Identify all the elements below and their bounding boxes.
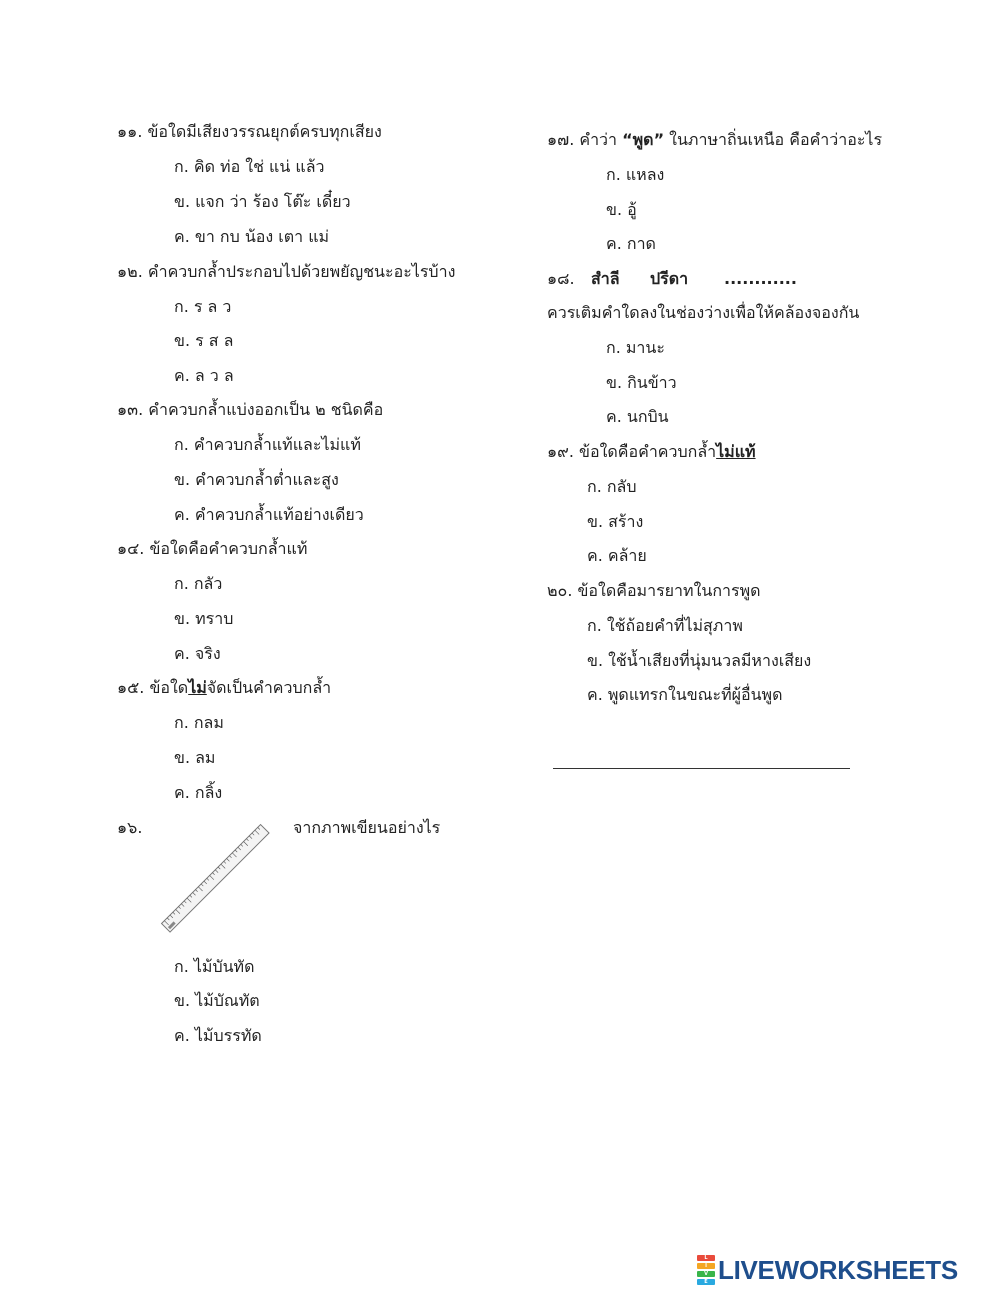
- q16-option-b: ข. ไม้บัณทัต: [174, 991, 260, 1010]
- q19-keyword: ไม่แท้: [716, 442, 756, 461]
- q11-option-c: ค. ขา กบ น้อง เตา แม่: [174, 227, 330, 246]
- logo-icon: [697, 1254, 715, 1286]
- q16-option-a: ก. ไม้บันทัด: [174, 957, 255, 976]
- question-18: ควรเติมคำใดลงในช่องว่างเพื่อให้คล้องจองกัน: [547, 303, 860, 322]
- question-18-number: ๑๘.: [547, 269, 575, 288]
- q17-option-a: ก. แหลง: [606, 165, 665, 184]
- q13-option-b: ข. คำควบกล้ำต่ำและสูง: [174, 470, 339, 489]
- q12-option-a: ก. ร ล ว: [174, 297, 232, 316]
- logo-icon-i: I: [697, 1263, 715, 1269]
- q12-option-c: ค. ล ว ล: [174, 366, 234, 385]
- q11-option-b: ข. แจก ว่า ร้อง โต๊ะ เดี๋ยว: [174, 192, 351, 211]
- q17-option-b: ข. อู้: [606, 200, 637, 219]
- q15-suffix: จัดเป็นคำควบกล้ำ: [206, 678, 332, 697]
- q18-option-a: ก. มานะ: [606, 338, 665, 357]
- q16-option-c: ค. ไม้บรรทัด: [174, 1026, 262, 1045]
- q20-option-c: ค. พูดแทรกในขณะที่ผู้อื่นพูด: [587, 685, 783, 704]
- question-17: [547, 129, 882, 151]
- logo-icon-e: E: [697, 1279, 715, 1285]
- logo-text: LIVEWORKSHEETS: [718, 1254, 958, 1285]
- logo-icon-v: V: [697, 1271, 715, 1277]
- q17-suffix: ในภาษาถิ่นเหนือ คือคำว่าอะไร: [664, 130, 883, 149]
- q19-prefix: ๑๙. ข้อใดคือคำควบกล้ำ: [547, 442, 717, 461]
- q17-option-c: ค. กาด: [606, 234, 656, 253]
- q19-option-c: ค. คล้าย: [587, 546, 647, 565]
- q20-option-a: ก. ใช้ถ้อยคำที่ไม่สุภาพ: [587, 616, 743, 635]
- question-20: ๒๐. ข้อใดคือมารยาทในการพูด: [547, 581, 761, 600]
- q18-blank: ............: [724, 269, 797, 288]
- q18-word-2: ปรีดา: [650, 269, 689, 288]
- liveworksheets-logo: [697, 1255, 958, 1285]
- question-19: [547, 441, 756, 463]
- question-11: ๑๑. ข้อใดมีเสียงวรรณยุกต์ครบทุกเสียง: [117, 122, 382, 141]
- logo-icon-l: L: [697, 1255, 715, 1261]
- ruler-icon: [156, 822, 276, 937]
- question-14: ๑๔. ข้อใดคือคำควบกล้ำแท้: [117, 539, 308, 558]
- q17-prefix: ๑๗. คำว่า: [547, 130, 623, 149]
- q20-option-b: ข. ใช้น้ำเสียงที่นุ่มนวลมีหางเสียง: [587, 651, 812, 670]
- question-13: ๑๓. คำควบกล้ำแบ่งออกเป็น ๒ ชนิดคือ: [117, 400, 384, 419]
- q19-option-b: ข. สร้าง: [587, 512, 644, 531]
- q15-prefix: ๑๕. ข้อใด: [117, 678, 189, 697]
- q18-word-1: สำลี: [591, 269, 620, 288]
- q17-keyword: “พูด”: [622, 130, 665, 149]
- q12-option-b: ข. ร ส ล: [174, 331, 234, 350]
- q18-option-c: ค. นกบิน: [606, 407, 669, 426]
- q15-option-c: ค. กลิ้ง: [174, 783, 223, 802]
- q13-option-c: ค. คำควบกล้ำแท้อย่างเดียว: [174, 505, 364, 524]
- q15-option-a: ก. กลม: [174, 713, 224, 732]
- question-16: จากภาพเขียนอย่างไร: [293, 818, 441, 837]
- question-16-number: ๑๖.: [117, 818, 143, 837]
- q13-option-a: ก. คำควบกล้ำแท้และไม่แท้: [174, 435, 361, 454]
- q18-option-b: ข. กินข้าว: [606, 373, 677, 392]
- q14-option-b: ข. ทราบ: [174, 609, 234, 628]
- q15-keyword: ไม่: [188, 678, 207, 697]
- ruler-image: [156, 822, 276, 937]
- question-15: [117, 677, 331, 699]
- q11-option-a: ก. คิด ท่อ ใช่ แน่ แล้ว: [174, 157, 325, 176]
- end-divider: [553, 768, 850, 769]
- q14-option-a: ก. กลัว: [174, 574, 223, 593]
- q15-option-b: ข. ลม: [174, 748, 216, 767]
- question-12: ๑๒. คำควบกล้ำประกอบไปด้วยพยัญชนะอะไรบ้าง: [117, 262, 456, 281]
- q19-option-a: ก. กลับ: [587, 477, 637, 496]
- q14-option-c: ค. จริง: [174, 644, 221, 663]
